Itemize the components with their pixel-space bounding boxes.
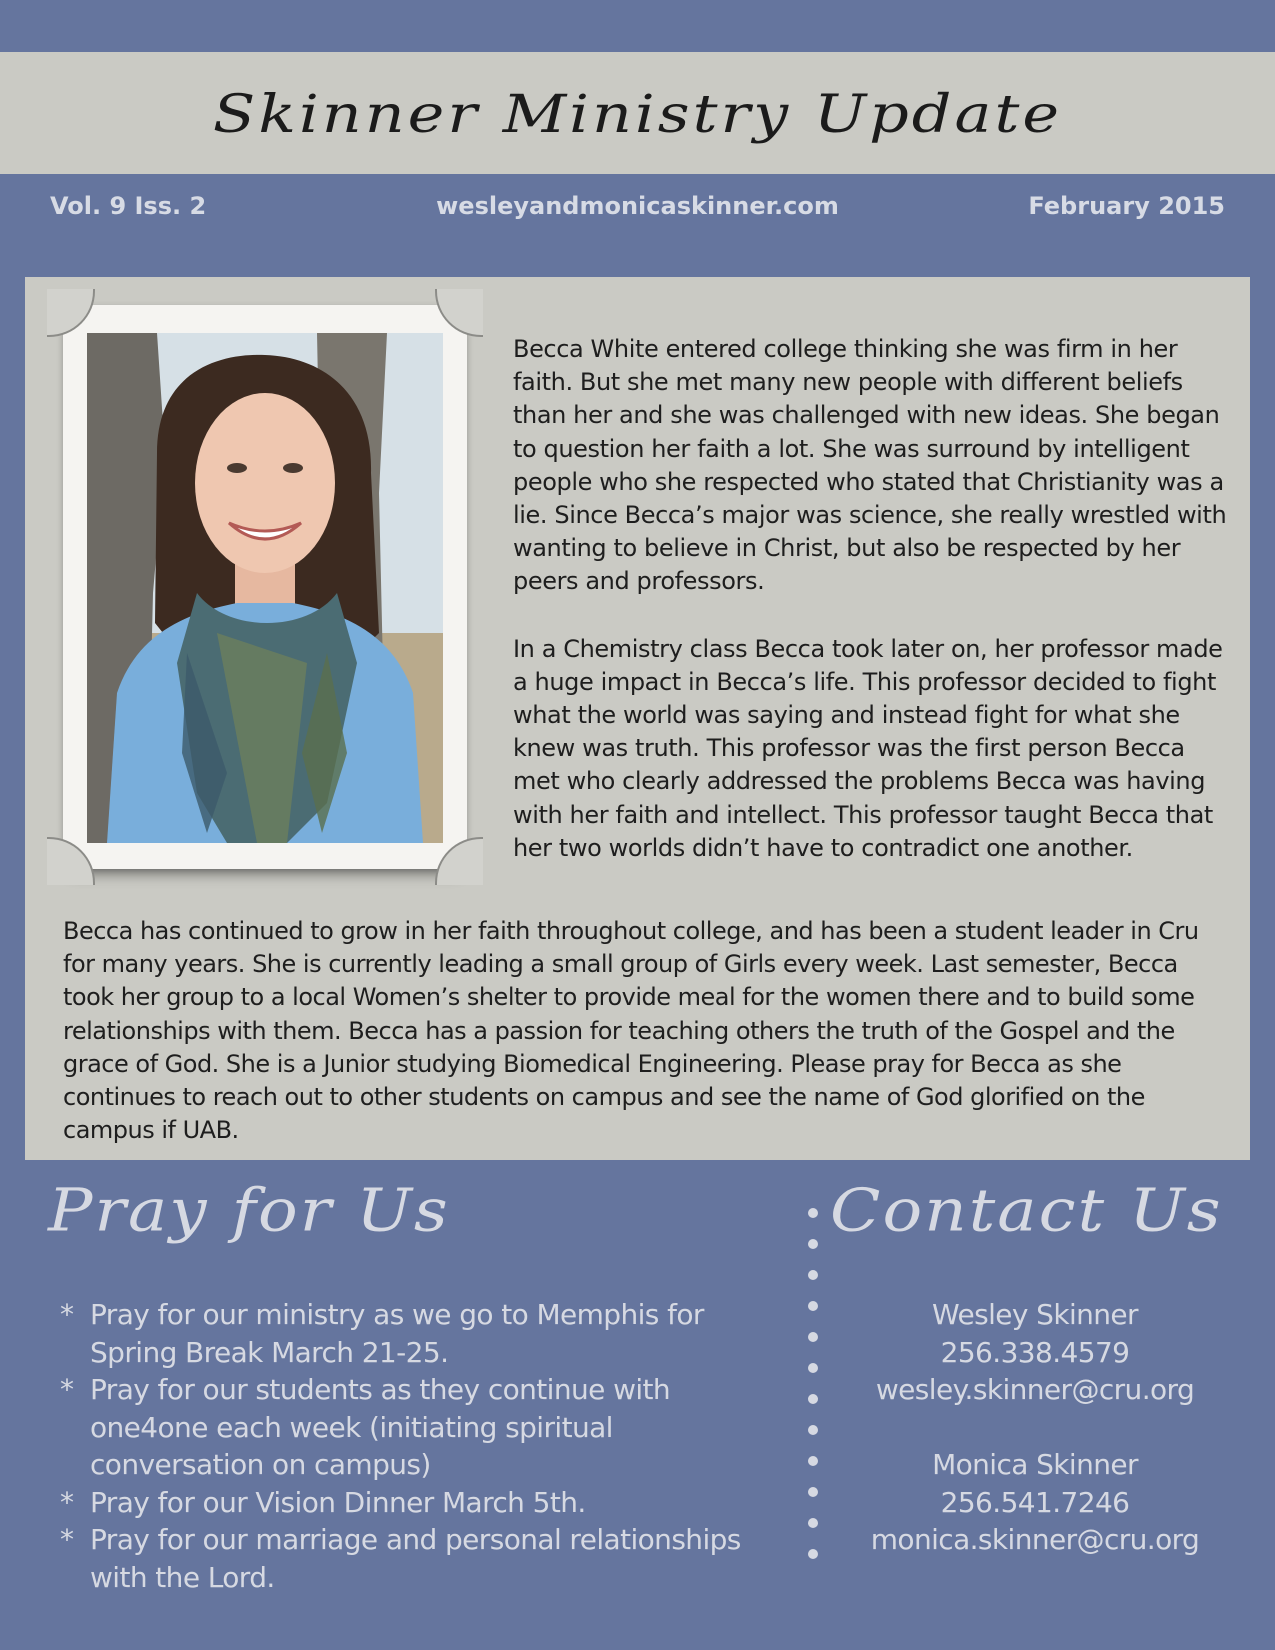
prayer-request-text: Pray for our marriage and personal relationships with the Lord. xyxy=(90,1523,741,1594)
divider-dot xyxy=(808,1363,818,1373)
divider-dot xyxy=(808,1301,818,1311)
bullet-asterisk: * xyxy=(60,1523,74,1556)
prayer-request-text: Pray for our Vision Dinner March 5th. xyxy=(90,1485,586,1519)
divider-dot xyxy=(808,1394,818,1404)
contact-card-monica xyxy=(855,1446,1215,1559)
contact-name: Monica Skinner xyxy=(932,1448,1138,1481)
photo-corner-top-left xyxy=(47,289,95,337)
bullet-asterisk: * xyxy=(60,1373,74,1406)
divider-dot xyxy=(808,1518,818,1528)
bullet-asterisk: * xyxy=(60,1298,74,1331)
photo-frame xyxy=(63,305,467,869)
divider-dot xyxy=(808,1487,818,1497)
article-body-right xyxy=(513,333,1228,899)
prayer-request-list xyxy=(60,1296,780,1596)
contact-details xyxy=(855,1296,1215,1596)
contact-email[interactable]: wesley.skinner@cru.org xyxy=(875,1373,1195,1406)
list-item xyxy=(60,1484,780,1522)
divider-dot xyxy=(808,1456,818,1466)
volume-issue: Vol. 9 Iss. 2 xyxy=(50,192,207,220)
list-item xyxy=(60,1371,780,1484)
student-portrait-photo xyxy=(87,333,443,843)
divider-dot xyxy=(808,1239,818,1249)
bullet-asterisk: * xyxy=(60,1485,74,1519)
website-link[interactable]: wesleyandmonicaskinner.com xyxy=(436,192,839,220)
photo-corner-top-right xyxy=(435,289,483,337)
pray-for-us-heading: Pray for Us xyxy=(48,1175,450,1246)
article-paragraph-3: Becca has continued to grow in her faith throughout college, and has been a student leader in Cru for many years. She is currently leading a small group of Girls every week. Last semester, Becca took her group to a local Women’s shelter to provide meal for the women there and to build some relationships with them. Becca has a passion for teaching others the truth of the Gospel and the grace of God. She is a Junior studying Biomedical Engineering. Please pray for Becca as she continues to reach out to other students on campus and see the name of God glorified on the campus if UAB. xyxy=(63,917,1199,1145)
dotted-divider xyxy=(808,1208,820,1580)
list-item xyxy=(60,1296,780,1371)
masthead-banner xyxy=(0,52,1275,174)
contact-name: Wesley Skinner xyxy=(932,1298,1138,1331)
issue-date: February 2015 xyxy=(1028,192,1225,220)
issue-info-bar xyxy=(50,192,1225,228)
contact-us-heading: Contact Us xyxy=(830,1175,1223,1246)
contact-phone[interactable]: 256.541.7246 xyxy=(940,1485,1130,1519)
contact-email[interactable]: monica.skinner@cru.org xyxy=(870,1523,1200,1556)
divider-dot xyxy=(808,1425,818,1435)
divider-dot xyxy=(808,1549,818,1559)
contact-phone[interactable]: 256.338.4579 xyxy=(940,1335,1130,1369)
photo-corner-bottom-right xyxy=(435,837,483,885)
divider-dot xyxy=(808,1270,818,1280)
list-item xyxy=(60,1521,780,1596)
contact-card-wesley xyxy=(855,1296,1215,1409)
prayer-request-text: Pray for our students as they continue with one4one each week (initiating spiritual conversation on campus) xyxy=(90,1373,671,1481)
divider-dot xyxy=(808,1208,818,1218)
prayer-request-text: Pray for our ministry as we go to Memphis for Spring Break March 21-25. xyxy=(90,1298,704,1369)
newsletter-title: Skinner Ministry Update xyxy=(212,81,1063,145)
feature-article-card xyxy=(25,277,1250,1160)
article-paragraph-2: In a Chemistry class Becca took later on, her professor made a huge impact in Becca’s life. This professor decided to fight what the world was saying and instead fight for what she knew was truth. This professor was the first person Becca met who clearly addressed the problems Becca was having with her faith and intellect. This professor taught Becca that her two worlds didn’t have to contradict one another. xyxy=(513,634,1223,862)
photo-corner-bottom-left xyxy=(47,837,95,885)
divider-dot xyxy=(808,1332,818,1342)
article-body-bottom xyxy=(63,915,1233,1147)
article-paragraph-1: Becca White entered college thinking she was firm in her faith. But she met many new people with different beliefs than her and she was challenged with new ideas. She began to question her faith a lot. She was surround by intelligent people who she respected who stated that Christianity was a lie. Since Becca’s major was science, she really wrestled with wanting to believe in Christ, but also be respected by her peers and professors. xyxy=(513,335,1227,596)
